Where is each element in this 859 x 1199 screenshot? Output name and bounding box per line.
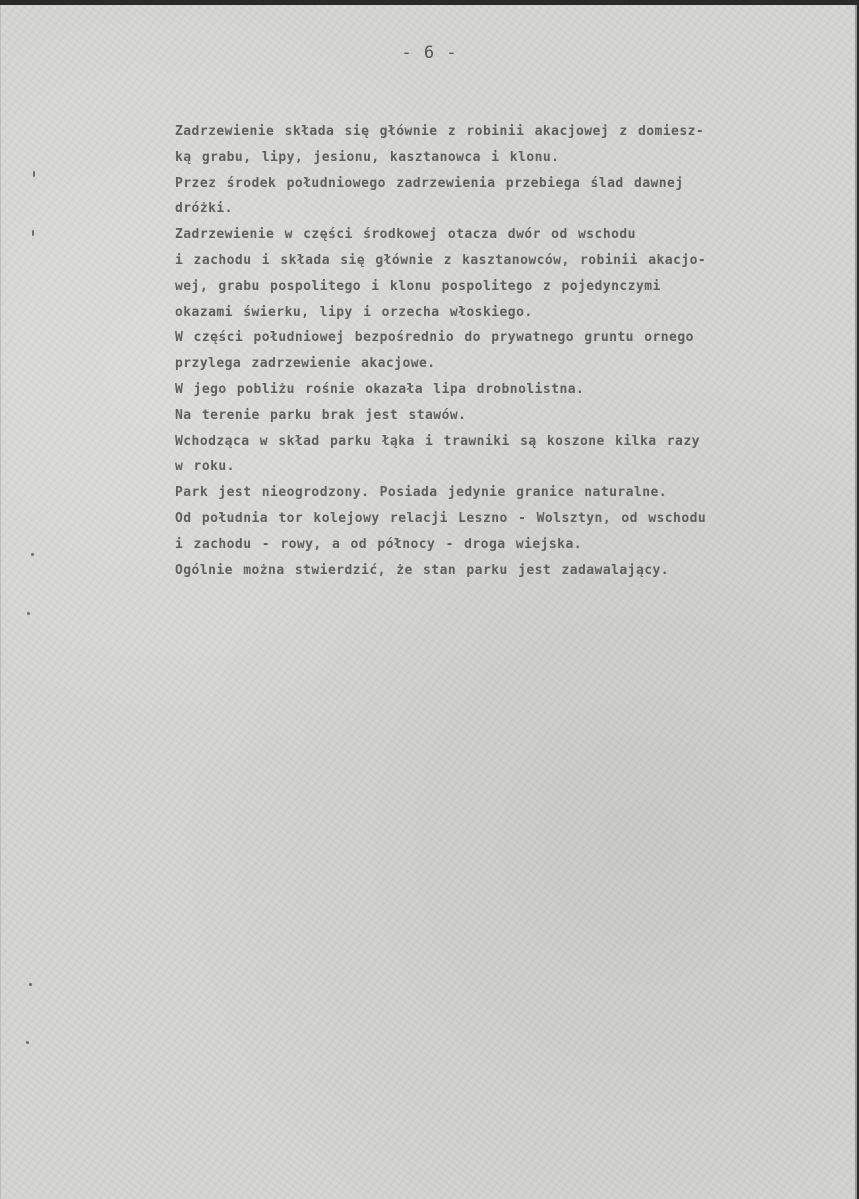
- text-line: Na terenie parku brak jest stawów.: [175, 407, 467, 423]
- text-line: W części południowej bezpośrednio do prywatnego gruntu ornego: [175, 330, 694, 346]
- margin-mark: [27, 612, 30, 615]
- margin-mark: [33, 171, 35, 177]
- text-line: Zadrzewienie w części środkowej otacza dwór od wschodu: [175, 227, 636, 243]
- text-line: dróżki.: [175, 201, 233, 217]
- text-line: przylega zadrzewienie akacjowe.: [175, 356, 436, 372]
- margin-mark: [26, 1041, 29, 1044]
- document-page: [0, 5, 857, 1199]
- text-line: w roku.: [175, 459, 235, 475]
- page-number: - 6 -: [401, 43, 458, 63]
- margin-mark: [29, 983, 32, 986]
- text-line: Wchodząca w skład parku łąka i trawniki są koszone kilka razy: [175, 433, 700, 449]
- text-line: Zadrzewienie składa się głównie z robinii akacjowej z domiesz-: [175, 124, 705, 139]
- text-line: i zachodu i składa się głównie z kasztanowców, robinii akacjo-: [175, 252, 707, 268]
- body-text: [175, 119, 835, 583]
- text-line: Ogólnie można stwierdzić, że stan parku jest zadawalający.: [175, 562, 670, 578]
- text-line: okazami świerku, lipy i orzecha włoskiego.: [175, 304, 533, 320]
- text-line: Park jest nieogrodzony. Posiada jedynie granice naturalne.: [175, 485, 668, 501]
- text-line: W jego pobliżu rośnie okazała lipa drobnolistna.: [175, 381, 585, 397]
- text-line: Przez środek południowego zadrzewienia przebiega ślad dawnej: [175, 175, 684, 191]
- text-line: Od południa tor kolejowy relacji Leszno - Wolsztyn, od wschodu: [175, 510, 707, 526]
- margin-mark: [31, 553, 34, 556]
- text-line: ką grabu, lipy, jesionu, kasztanowca i klonu.: [175, 149, 560, 165]
- text-line: wej, grabu pospolitego i klonu pospolitego z pojedynczymi: [175, 278, 661, 294]
- margin-mark: [32, 230, 34, 236]
- text-line: i zachodu - rowy, a od północy - droga wiejska.: [175, 536, 583, 552]
